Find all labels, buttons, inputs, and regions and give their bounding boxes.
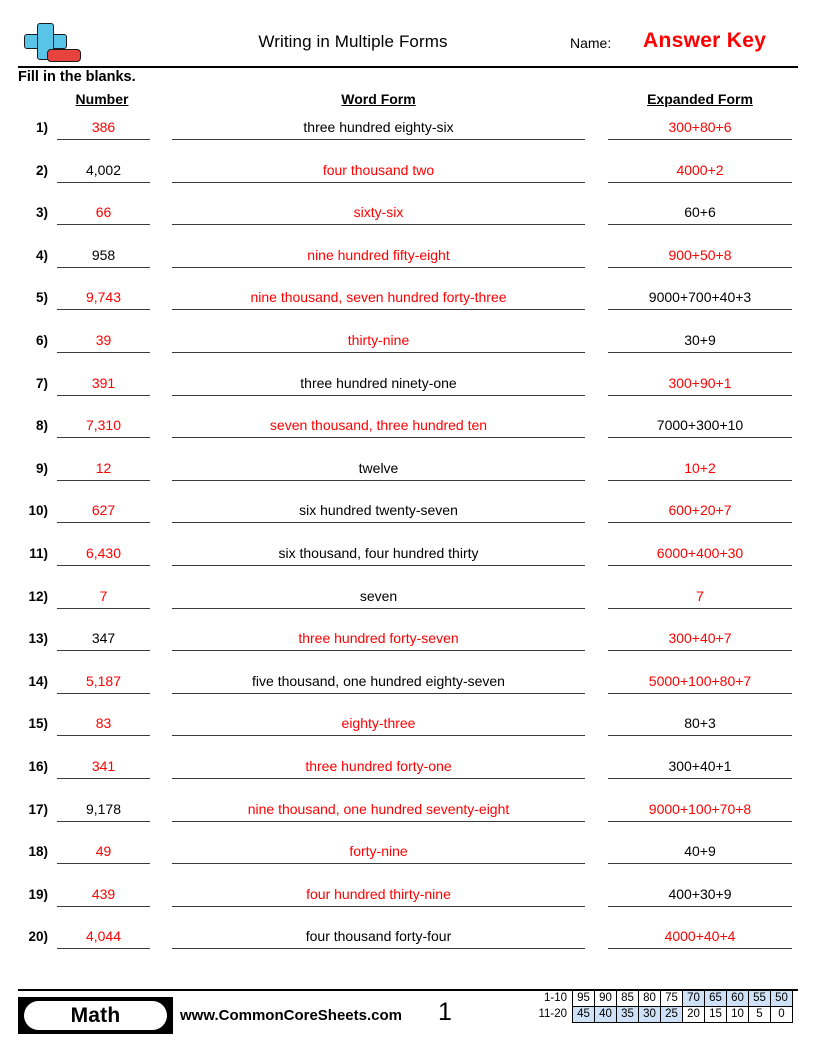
score-cell[interactable]: 90: [595, 991, 617, 1007]
subject-badge-label: Math: [24, 1001, 167, 1030]
answer-blank-word-form[interactable]: eighty-three: [172, 713, 585, 736]
problem-row: [0, 581, 816, 624]
score-cell[interactable]: 60: [727, 991, 749, 1007]
answer-blank-word-form[interactable]: nine thousand, one hundred seventy-eight: [172, 799, 585, 822]
subject-badge: [18, 997, 173, 1034]
problem-number: 3): [35, 205, 48, 221]
answer-blank-expanded-form[interactable]: 9000+100+70+8: [608, 799, 792, 822]
answer-blank-word-form[interactable]: sixty-six: [172, 202, 585, 225]
answer-blank-number[interactable]: 4,002: [57, 160, 150, 183]
header-divider: [18, 66, 798, 68]
answer-blank-number[interactable]: 439: [57, 884, 150, 907]
answer-blank-expanded-form[interactable]: 6000+400+30: [608, 543, 792, 566]
answer-blank-number[interactable]: 5,187: [57, 671, 150, 694]
problem-number: 11): [29, 545, 48, 561]
score-cell[interactable]: 95: [573, 991, 595, 1007]
problem-number: 5): [35, 290, 48, 306]
answer-blank-expanded-form[interactable]: 400+30+9: [608, 884, 792, 907]
answer-blank-number[interactable]: 958: [57, 245, 150, 268]
problem-row: [0, 282, 816, 325]
answer-blank-word-form[interactable]: thirty-nine: [172, 330, 585, 353]
instructions-text: Fill in the blanks.: [18, 69, 136, 85]
score-cell[interactable]: 45: [573, 1007, 595, 1023]
problem-row: [0, 538, 816, 581]
answer-blank-expanded-form[interactable]: 900+50+8: [608, 245, 792, 268]
answer-blank-word-form[interactable]: seven: [172, 586, 585, 609]
answer-blank-expanded-form[interactable]: 7000+300+10: [608, 415, 792, 438]
answer-blank-expanded-form[interactable]: 7: [608, 586, 792, 609]
answer-blank-number[interactable]: 49: [57, 841, 150, 864]
answer-blank-word-form[interactable]: four thousand forty-four: [172, 926, 585, 949]
problem-list: [0, 112, 816, 964]
problem-number: 20): [28, 929, 48, 945]
problem-row: [0, 623, 816, 666]
answer-blank-word-form[interactable]: forty-nine: [172, 841, 585, 864]
answer-blank-expanded-form[interactable]: 300+90+1: [608, 373, 792, 396]
answer-blank-expanded-form[interactable]: 30+9: [608, 330, 792, 353]
answer-blank-expanded-form[interactable]: 300+80+6: [608, 117, 792, 140]
problem-number: 12): [28, 588, 48, 604]
problem-number: 10): [28, 503, 48, 519]
answer-blank-word-form[interactable]: six thousand, four hundred thirty: [172, 543, 585, 566]
problem-number: 6): [35, 332, 48, 348]
logo-plus-center: [39, 36, 52, 47]
answer-blank-number[interactable]: 12: [57, 458, 150, 481]
problem-row: [0, 708, 816, 751]
answer-blank-word-form[interactable]: nine hundred fifty-eight: [172, 245, 585, 268]
score-cell[interactable]: 0: [771, 1007, 793, 1023]
answer-blank-word-form[interactable]: three hundred eighty-six: [172, 117, 585, 140]
problem-number: 15): [28, 716, 48, 732]
score-row: [527, 1007, 793, 1023]
problem-row: [0, 240, 816, 283]
answer-blank-number[interactable]: 83: [57, 713, 150, 736]
answer-blank-expanded-form[interactable]: 4000+2: [608, 160, 792, 183]
problem-number: 19): [28, 886, 48, 902]
answer-blank-number[interactable]: 7: [57, 586, 150, 609]
problem-row: [0, 879, 816, 922]
score-cell[interactable]: 70: [683, 991, 705, 1007]
score-row-label: 1-10: [543, 992, 567, 1004]
answer-blank-expanded-form[interactable]: 80+3: [608, 713, 792, 736]
problem-number: 8): [35, 418, 48, 434]
problem-number: 18): [28, 844, 48, 860]
column-header-expanded-form: Expanded Form: [647, 91, 753, 107]
answer-blank-number[interactable]: 386: [57, 117, 150, 140]
answer-blank-number[interactable]: 347: [57, 628, 150, 651]
answer-blank-number[interactable]: 341: [57, 756, 150, 779]
answer-blank-word-form[interactable]: nine thousand, seven hundred forty-three: [172, 287, 585, 310]
site-url: www.CommonCoreSheets.com: [180, 1007, 402, 1024]
answer-blank-expanded-form[interactable]: 10+2: [608, 458, 792, 481]
answer-blank-number[interactable]: 7,310: [57, 415, 150, 438]
answer-blank-word-form[interactable]: seven thousand, three hundred ten: [172, 415, 585, 438]
answer-blank-expanded-form[interactable]: 300+40+7: [608, 628, 792, 651]
page-title: Writing in Multiple Forms: [258, 32, 448, 51]
answer-blank-expanded-form[interactable]: 9000+700+40+3: [608, 287, 792, 310]
score-key-table: [527, 990, 793, 1023]
score-row-label: 11-20: [538, 1008, 567, 1020]
problem-row: [0, 751, 816, 794]
problem-number: 4): [35, 247, 48, 263]
column-header-number: Number: [75, 91, 129, 107]
problem-number: 14): [28, 673, 48, 689]
answer-blank-number[interactable]: 9,743: [57, 287, 150, 310]
name-value: Answer Key: [643, 29, 767, 52]
answer-blank-expanded-form[interactable]: 4000+40+4: [608, 926, 792, 949]
answer-blank-number[interactable]: 39: [57, 330, 150, 353]
plus-minus-logo-icon: [18, 22, 82, 66]
score-cell[interactable]: 5: [749, 1007, 771, 1023]
problem-row: [0, 495, 816, 538]
score-cell[interactable]: 20: [683, 1007, 705, 1023]
answer-blank-number[interactable]: 9,178: [57, 799, 150, 822]
answer-blank-word-form[interactable]: five thousand, one hundred eighty-seven: [172, 671, 585, 694]
answer-blank-expanded-form[interactable]: 40+9: [608, 841, 792, 864]
problem-number: 13): [28, 631, 48, 647]
answer-blank-expanded-form[interactable]: 300+40+1: [608, 756, 792, 779]
answer-blank-number[interactable]: 66: [57, 202, 150, 225]
problem-row: [0, 155, 816, 198]
column-header-word-form: Word Form: [341, 91, 416, 107]
answer-blank-number[interactable]: 627: [57, 500, 150, 523]
score-cell[interactable]: 40: [595, 1007, 617, 1023]
answer-blank-word-form[interactable]: three hundred forty-one: [172, 756, 585, 779]
worksheet-header: [18, 22, 798, 66]
problem-row: [0, 666, 816, 709]
score-cell[interactable]: 10: [727, 1007, 749, 1023]
problem-row: [0, 794, 816, 837]
score-cell[interactable]: 50: [771, 991, 793, 1007]
score-row: [527, 991, 793, 1007]
score-cell[interactable]: 65: [705, 991, 727, 1007]
problem-number: 2): [35, 162, 48, 178]
answer-blank-number[interactable]: 6,430: [57, 543, 150, 566]
name-label: Name:: [570, 35, 612, 51]
answer-blank-number[interactable]: 4,044: [57, 926, 150, 949]
score-cell[interactable]: 35: [617, 1007, 639, 1023]
score-cell[interactable]: 55: [749, 991, 771, 1007]
score-cell[interactable]: 75: [661, 991, 683, 1007]
page-number: 1: [438, 998, 452, 1026]
problem-number: 16): [28, 758, 48, 774]
problem-row: [0, 410, 816, 453]
answer-blank-word-form[interactable]: four hundred thirty-nine: [172, 884, 585, 907]
answer-blank-word-form[interactable]: twelve: [172, 458, 585, 481]
score-cell[interactable]: 25: [661, 1007, 683, 1023]
answer-blank-expanded-form[interactable]: 60+6: [608, 202, 792, 225]
score-cell[interactable]: 30: [639, 1007, 661, 1023]
problem-number: 1): [35, 120, 48, 135]
problem-row: [0, 836, 816, 879]
problem-number: 7): [35, 375, 48, 391]
answer-blank-word-form[interactable]: six hundred twenty-seven: [172, 500, 585, 523]
problem-row: [0, 453, 816, 496]
score-cell[interactable]: 85: [617, 991, 639, 1007]
logo-minus-bar: [47, 49, 81, 62]
problem-row: [0, 112, 816, 155]
answer-blank-word-form[interactable]: three hundred forty-seven: [172, 628, 585, 651]
answer-blank-word-form[interactable]: four thousand two: [172, 160, 585, 183]
problem-row: [0, 197, 816, 240]
problem-row: [0, 325, 816, 368]
answer-blank-number[interactable]: 391: [57, 373, 150, 396]
problem-row: [0, 368, 816, 411]
answer-blank-word-form[interactable]: three hundred ninety-one: [172, 373, 585, 396]
answer-blank-expanded-form[interactable]: 600+20+7: [608, 500, 792, 523]
answer-blank-expanded-form[interactable]: 5000+100+80+7: [608, 671, 792, 694]
score-cell[interactable]: 15: [705, 1007, 727, 1023]
problem-row: [0, 921, 816, 964]
score-cell[interactable]: 80: [639, 991, 661, 1007]
problem-number: 9): [35, 460, 48, 476]
problem-number: 17): [28, 801, 48, 817]
